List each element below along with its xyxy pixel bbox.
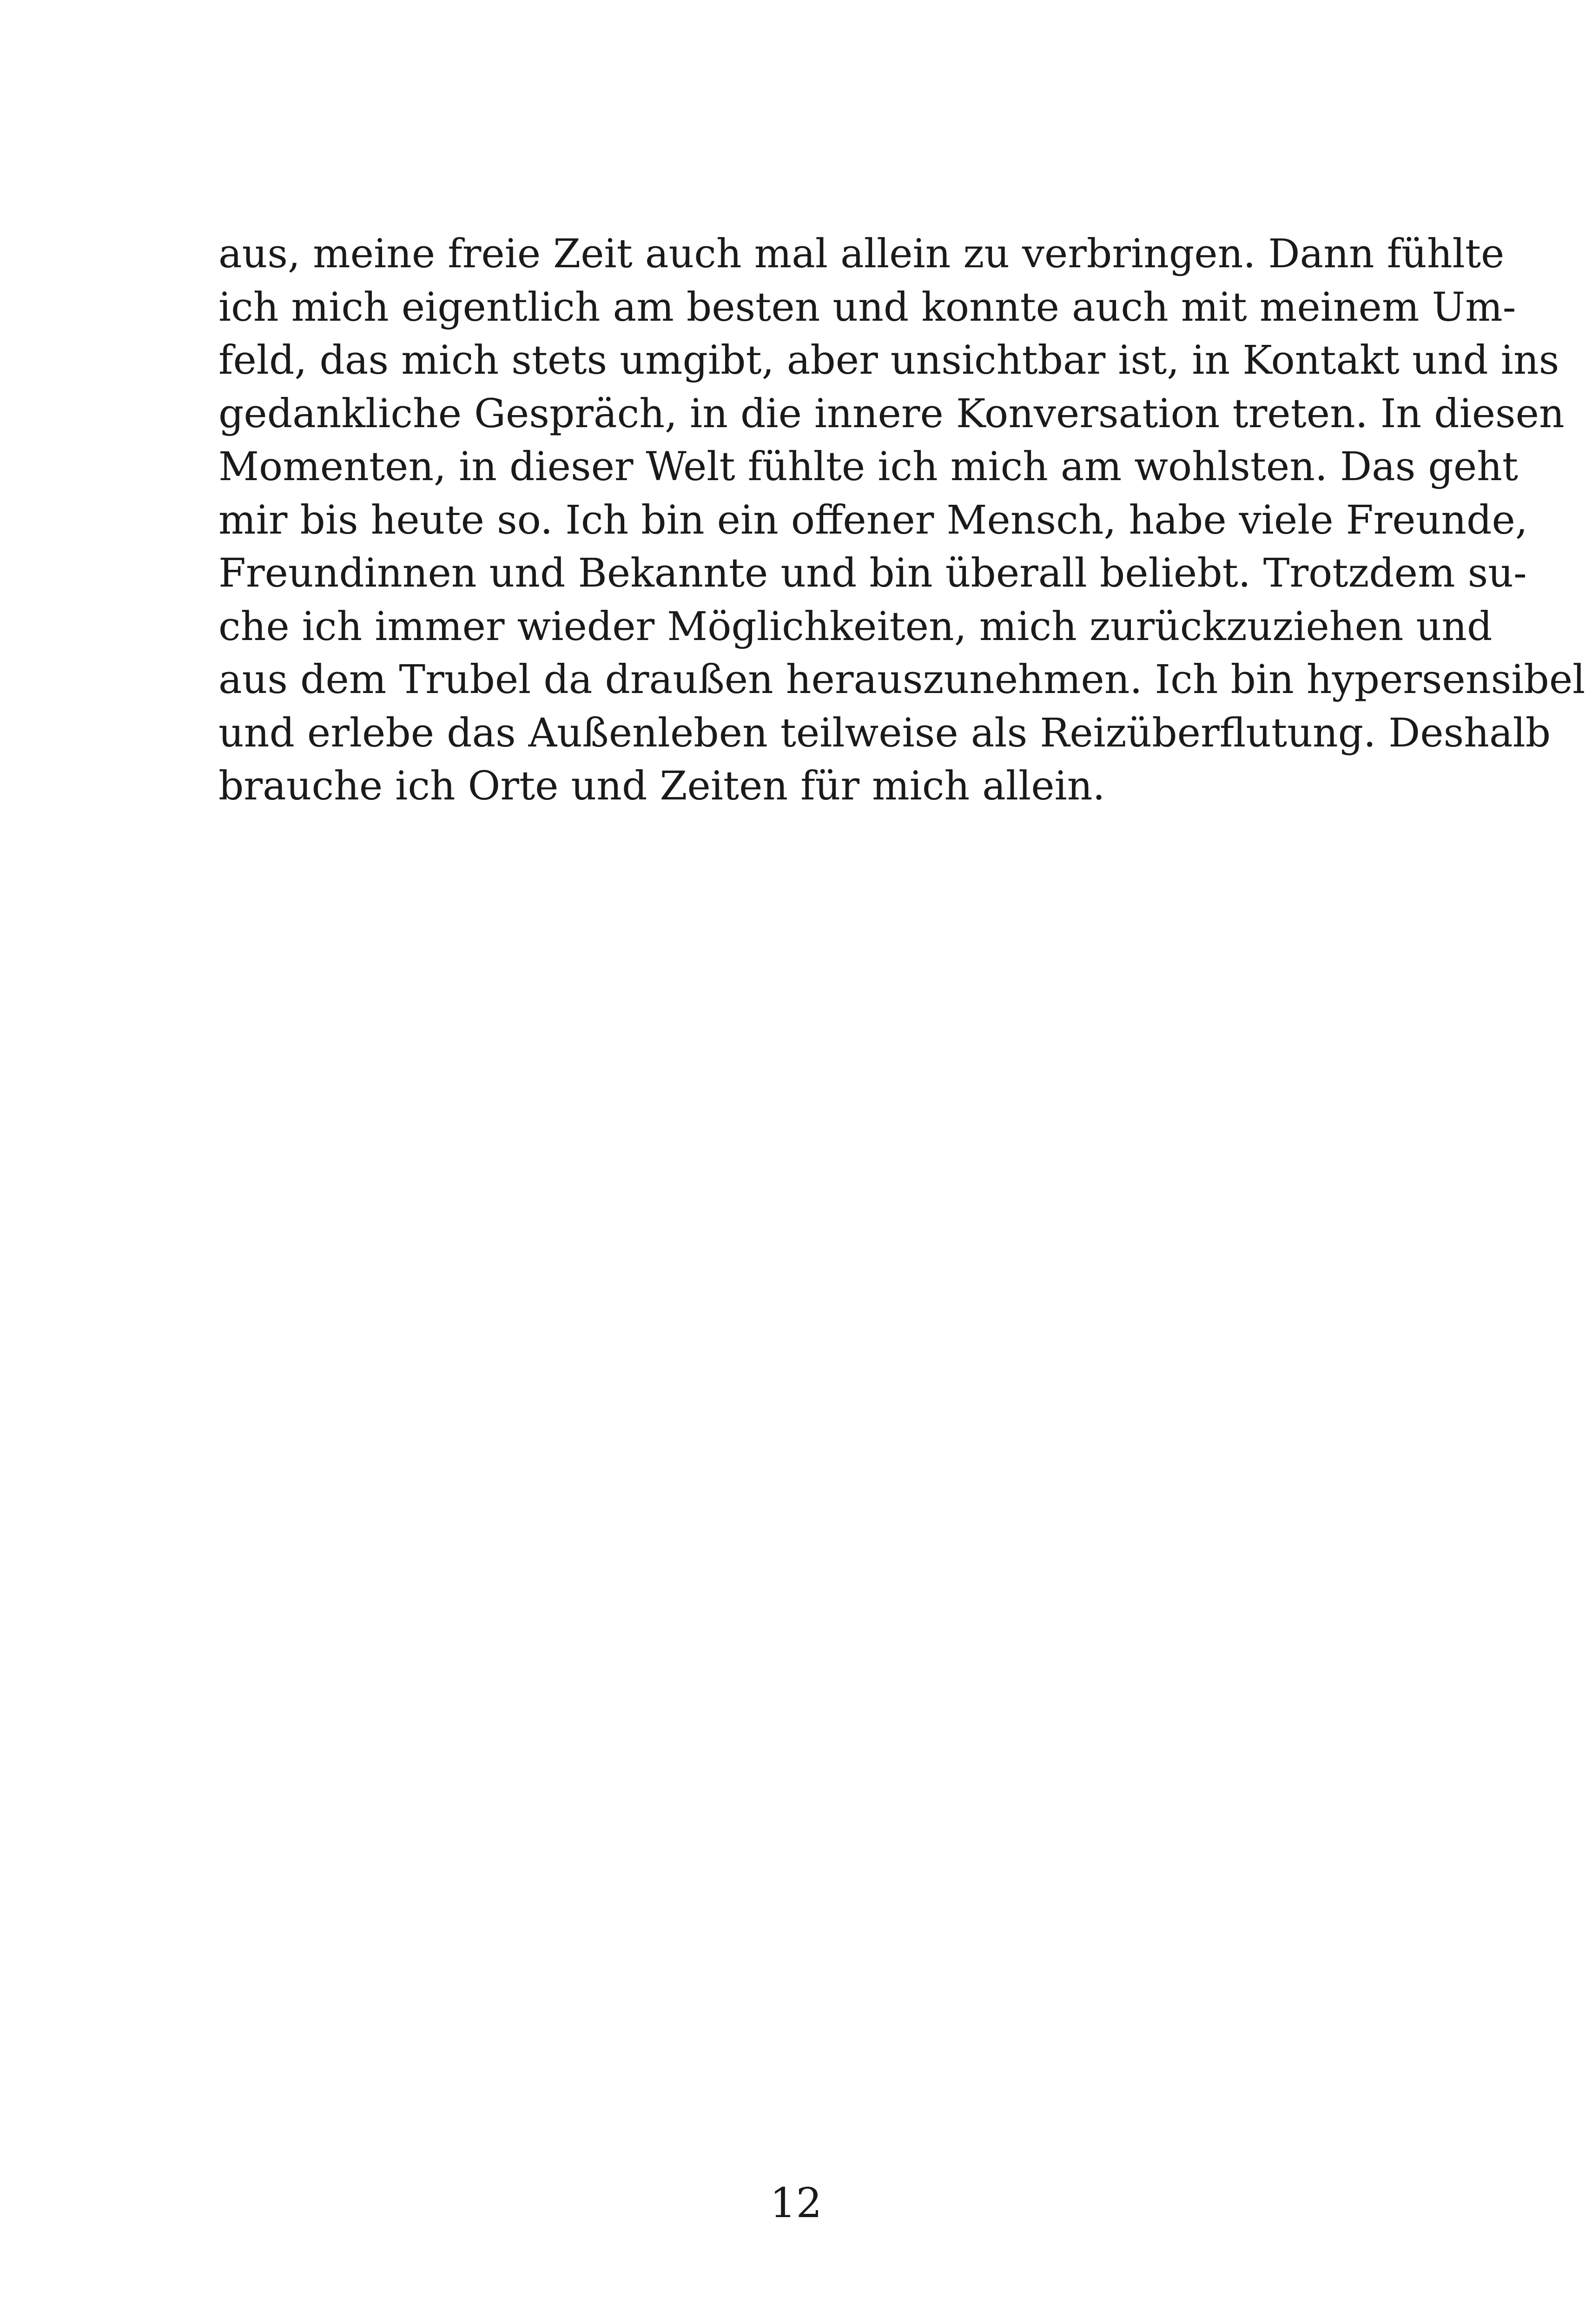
page-number: 12 bbox=[770, 2179, 822, 2227]
text-line: und erlebe das Außenleben teilweise als Reizüberflutung. Deshalb bbox=[218, 710, 1551, 756]
text-line: che ich immer wieder Möglichkeiten, mich zurückzuziehen und bbox=[218, 603, 1493, 650]
text-line: aus, meine freie Zeit auch mal allein zu verbringen. Dann fühlte bbox=[218, 231, 1505, 277]
text-line: gedankliche Gespräch, in die innere Konversation treten. In diesen bbox=[218, 390, 1565, 437]
text-line: brauche ich Orte und Zeiten für mich allein. bbox=[218, 763, 1105, 809]
text-line: aus dem Trubel da draußen herauszunehmen. Ich bin hypersensibel bbox=[218, 657, 1585, 703]
body-paragraph bbox=[218, 228, 1585, 813]
text-line: ich mich eigentlich am besten und konnte auch mit meinem Um- bbox=[218, 284, 1516, 330]
text-line: feld, das mich stets umgibt, aber unsichtbar ist, in Kontakt und ins bbox=[218, 337, 1559, 383]
text-line: Momenten, in dieser Welt fühlte ich mich am wohlsten. Das geht bbox=[218, 444, 1519, 490]
text-line: Freundinnen und Bekannte und bin überall beliebt. Trotzdem su- bbox=[218, 550, 1527, 596]
text-line: mir bis heute so. Ich bin ein offener Mensch, habe viele Freunde, bbox=[218, 497, 1528, 543]
